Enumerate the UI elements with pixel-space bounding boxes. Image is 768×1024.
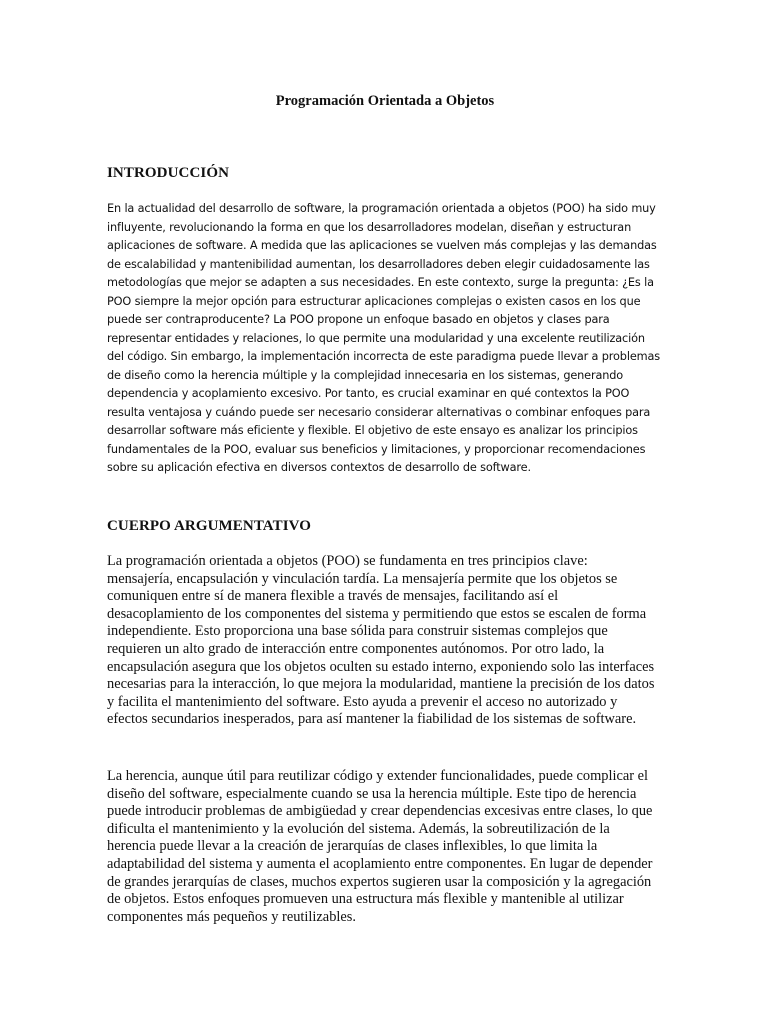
section-heading-cuerpo-argumentativo: CUERPO ARGUMENTATIVO [107,518,312,534]
intro-paragraph: En la actualidad del desarrollo de software, la programación orientada a objetos (POO) ha sido muy influyente, revolucionando la forma en que los desarrolladores modelan, diseñan y estructuran aplicaciones de software. A medida que las aplicaciones se vuelven más complejas y las demandas de escalabilidad y mantenibilidad aumentan, los desarrolladores deben elegir cuidadosamente las metodologías que mejor se adapten a sus necesidades. En este contexto, surge la pregunta: ¿Es la POO siempre la mejor opción para estructurar aplicaciones complejas o existen casos en los que puede ser contraproducente? La POO propone un enfoque basado en objetos y clases para representar entidades y relaciones, lo que permite una modularidad y una excelente reutilización del código. Sin embargo, la implementación incorrecta de este paradigma puede llevar a problemas de diseño como la herencia múltiple y la complejidad innecesaria en los sistemas, generando dependencia y acoplamiento excesivo. Por tanto, es crucial examinar en qué contextos la POO resulta ventajosa y cuándo puede ser necesario considerar alternativas o combinar enfoques para desarrollar software más eficiente y flexible. El objetivo de este ensayo es analizar los principios fundamentales de la POO, evaluar sus beneficios y limitaciones, y proporcionar recomendaciones sobre su aplicación efectiva en diversos contextos de desarrollo de software. [107,202,660,474]
body-paragraph-herencia: La herencia, aunque útil para reutilizar código y extender funcionalidades, puede complicar el diseño del software, especialmente cuando se usa la herencia múltiple. Este tipo de herencia puede introducir problemas de ambigüedad y crear dependencias excesivas entre clases, lo que dificulta el mantenimiento y la evolución del sistema. Además, la sobreutilización de la herencia puede llevar a la creación de jerarquías de clases inflexibles, lo que limita la adaptabilidad del sistema y aumenta el acoplamiento entre componentes. En lugar de depender de grandes jerarquías de clases, muchos expertos sugieren usar la composición y la agregación de objetos. Estos enfoques promueven una estructura más flexible y mantenible al utilizar componentes más pequeños y reutilizables. [107,768,653,925]
body-paragraph-principios: La programación orientada a objetos (POO) se fundamenta en tres principios clave: mensajería, encapsulación y vinculación tardía. La mensajería permite que los objetos se comuniquen entre sí de manera flexible a través de mensajes, facilitando así el desacoplamiento de los componentes del sistema y permitiendo que estos se escalen de forma independiente. Esto proporciona una base sólida para construir sistemas complejos que requieren un alto grado de interacción entre componentes autónomos. Por otro lado, la encapsulación asegura que los objetos oculten su estado interno, exponiendo solo las interfaces necesarias para la interacción, lo que mejora la modularidad, mantiene la precisión de los datos y facilita el mantenimiento del software. Esto ayuda a prevenir el acceso no autorizado y efectos secundarios inesperados, para así mantener la fiabilidad de los sistemas de software. [107,553,655,728]
section-heading-introduccion: INTRODUCCIÓN [107,165,230,181]
document-title: Programación Orientada a Objetos [275,93,495,109]
